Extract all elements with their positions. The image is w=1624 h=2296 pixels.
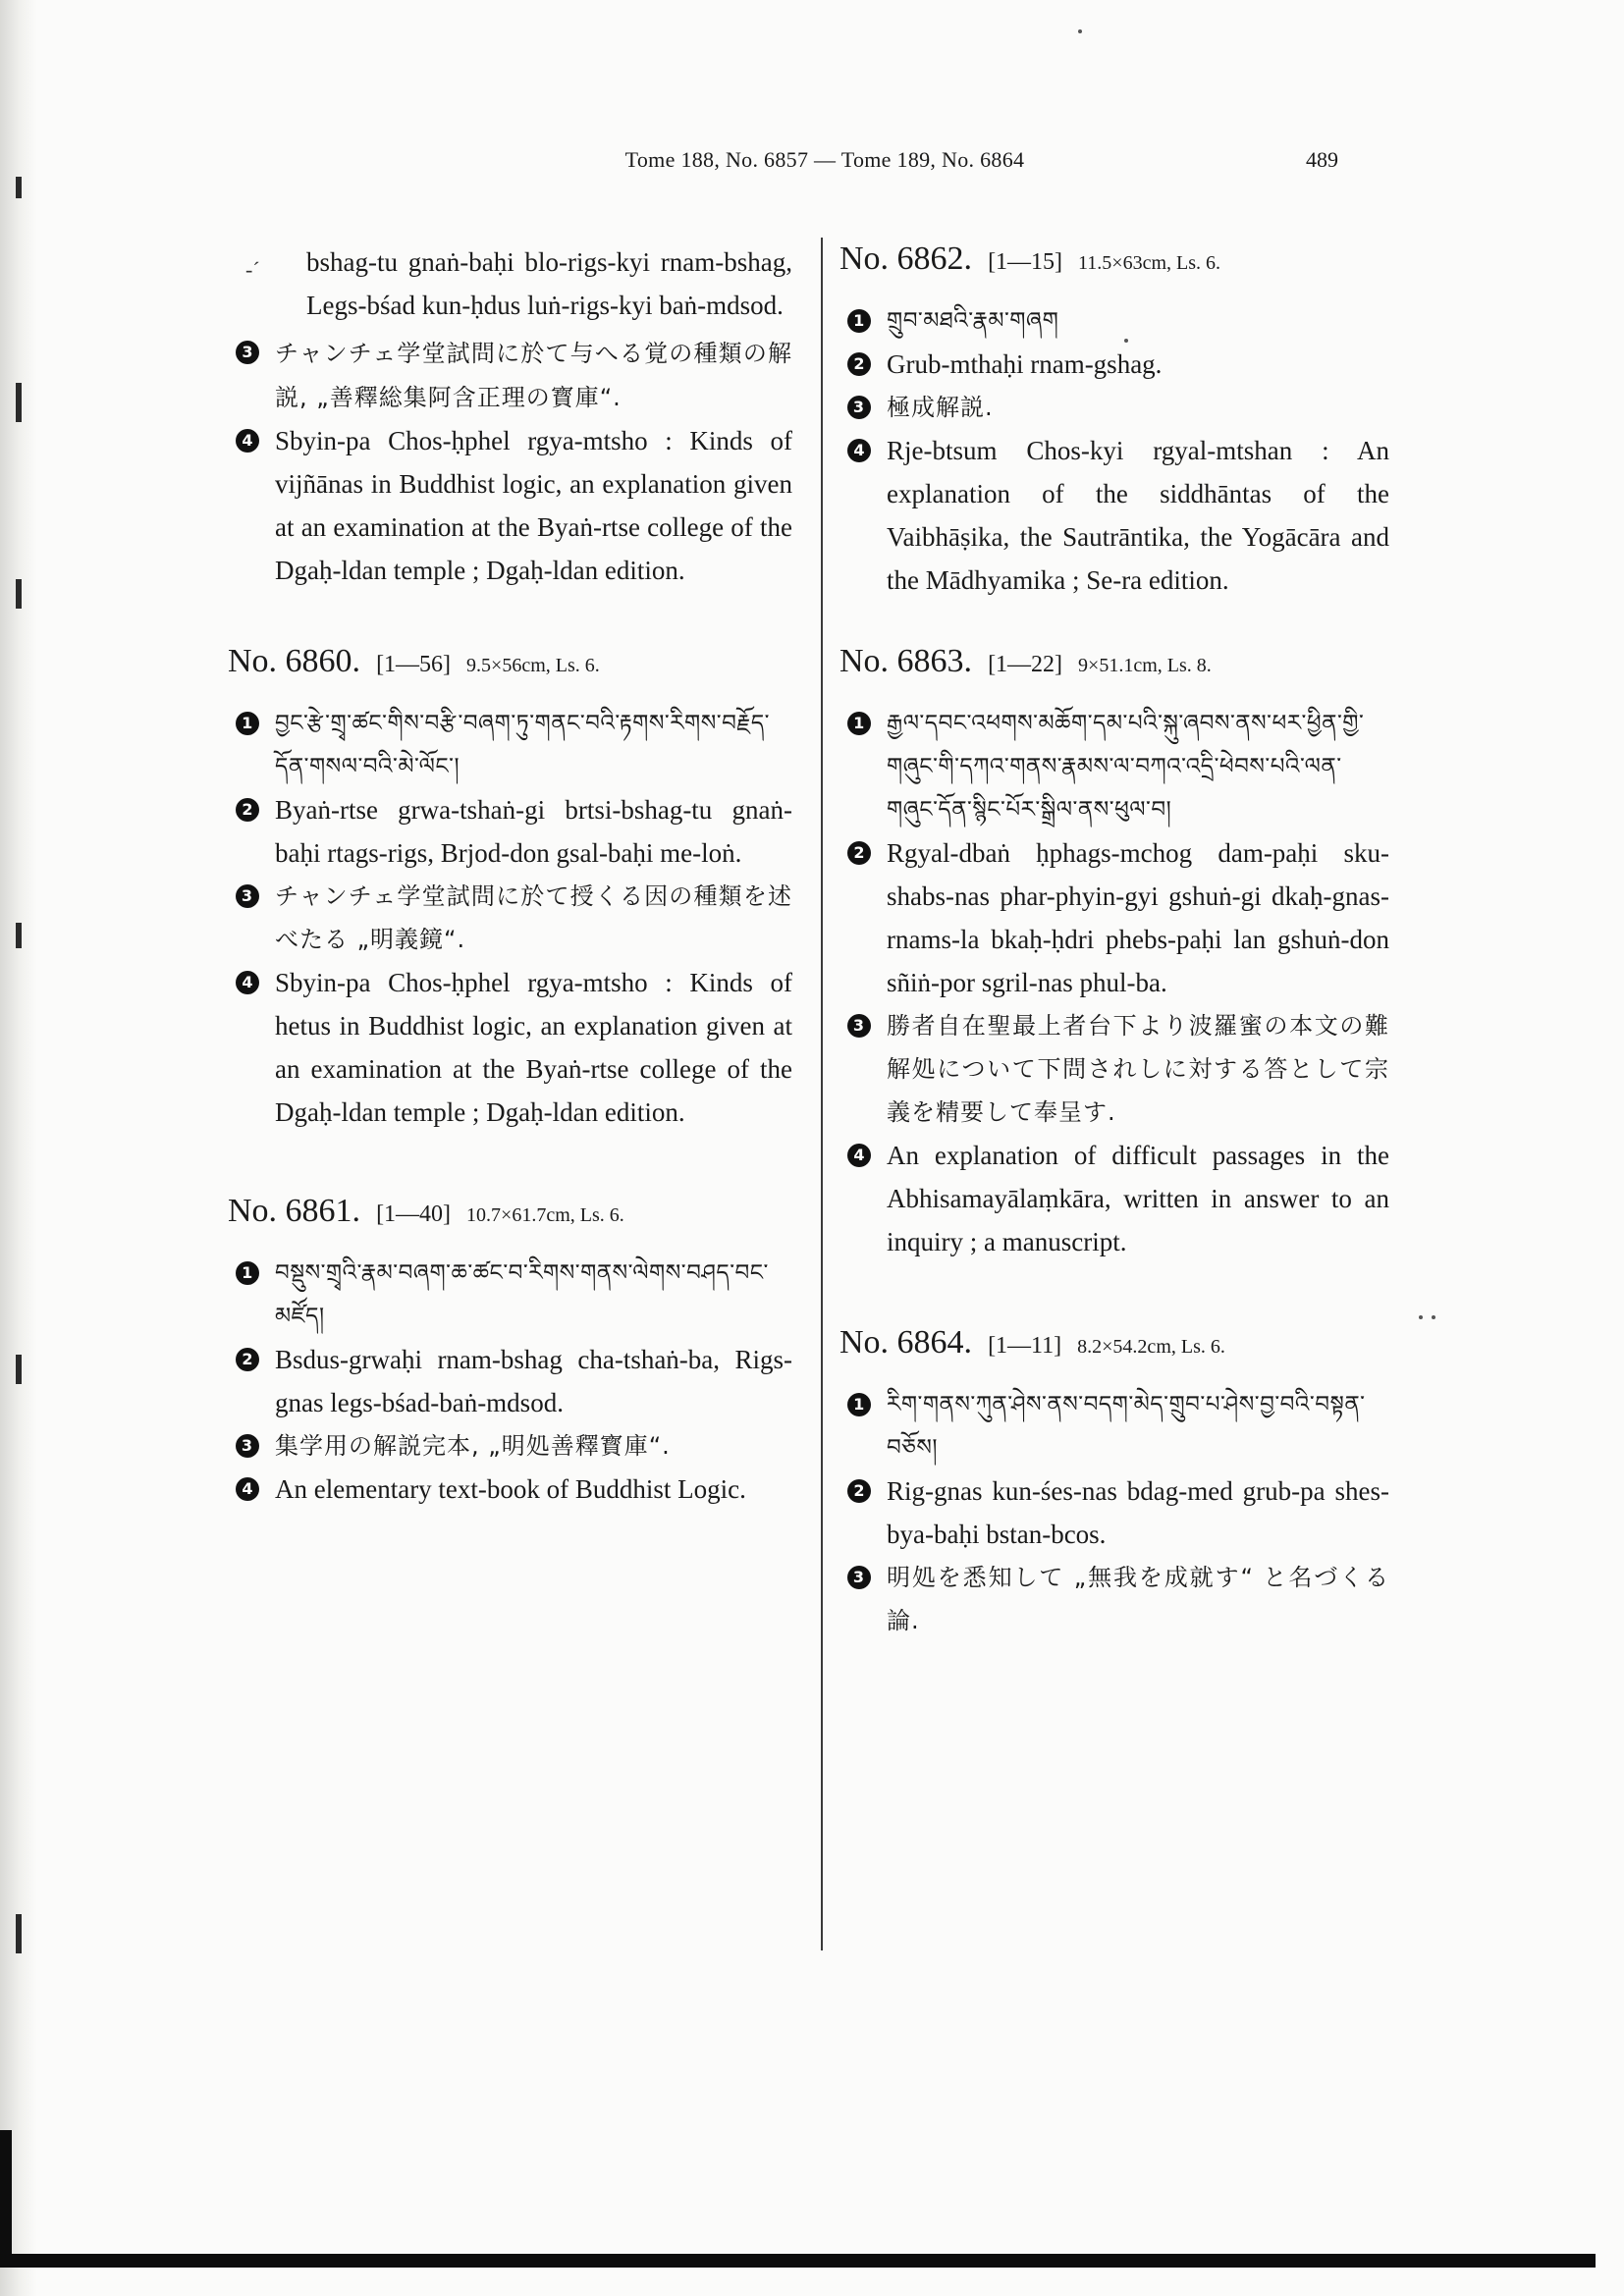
entry-item [839,1134,1389,1263]
entry-number: No. 6863. [839,643,973,679]
circled-number-icon: 2 [847,841,871,865]
circled-number-icon: 3 [236,1434,259,1458]
page-number: 489 [1306,147,1338,172]
entry-heading [228,1193,792,1230]
item-text: Rig-gnas kun-śes-nas bdag-med grub-pa shes-bya-baḥi bstan-bcos. [887,1476,1389,1549]
item-text: チャンチェ学堂試問に於て授くる因の種類を述べたる „明義鏡“. [275,882,792,953]
entry-item [839,702,1389,831]
scan-edge-mark [16,177,22,198]
circled-number-icon: 4 [236,429,259,453]
entry-6864 [839,1324,1389,1642]
circled-number-icon: 1 [847,712,871,735]
circled-number-icon: 3 [847,1566,871,1589]
circled-number-icon: 1 [847,1393,871,1416]
circled-number-icon: 3 [236,341,259,364]
item-text: Sbyin-pa Chos-ḥphel rgya-mtsho : Kinds of vijñānas in Buddhist logic, an explanation given at an examination at the Byaṅ-rtse college of the Dgaḥ-ldan temple ; Dgaḥ-ldan edition. [275,426,792,585]
entry-item [839,299,1389,343]
circled-number-icon: 1 [236,712,259,735]
scan-edge-mark [16,1355,22,1384]
item-text: 極成解説. [887,394,994,421]
circled-number-icon: 3 [236,884,259,908]
circled-number-icon: 1 [236,1261,259,1285]
item-text: བསྡུས་གྲྭའི་རྣམ་བཞག་ཆ་ཚང་བ་རིགས་གནས་ལེགས་བཤད་བང་མཛོད། [275,1260,769,1329]
item-text: རྒྱལ་དབང་འཕགས་མཆོག་དམ་པའི་སྐུ་ཞབས་ནས་ཕར་ཕྱིན་གྱི་གཞུང་གི་དཀའ་གནས་རྣམས་ལ་བཀའ་འདྲི་ཕེབས་པའི་ལན་གཞུང་དོན་སྙིང་པོར་སྒྲིལ་ནས་ཕུལ་བ། [887,711,1365,823]
item-text: Bsdus-grwaḥi rnam-bshag cha-tshaṅ-ba, Rigs-gnas legs-bśad-baṅ-mdsod. [275,1345,792,1417]
continued-item-4 [228,419,792,592]
entry-size: 10.7×61.7cm, Ls. 6. [466,1204,624,1226]
entry-size: 11.5×63cm, Ls. 6. [1078,252,1221,274]
entry-item [228,1252,792,1338]
scan-edge-mark [16,383,22,422]
entry-6863 [839,643,1389,1263]
continued-item-3 [228,331,792,419]
entry-range: [1—40] [376,1201,452,1227]
scan-dot [1078,29,1082,33]
entry-heading [839,1324,1389,1362]
item-text: チャンチェ学堂試問に於て与へる覚の種類の解説, „善釋総集阿含正理の寳庫“. [275,340,792,411]
scan-edge-mark [16,579,22,609]
running-head: Tome 188, No. 6857 — Tome 189, No. 6864 [624,147,1025,172]
entry-range: [1—56] [376,652,452,677]
right-column [839,240,1389,1642]
entry-item [839,343,1389,386]
entry-size: 9.5×56cm, Ls. 6. [466,655,600,676]
entry-range: [1—22] [988,652,1063,677]
entry-size: 9×51.1cm, Ls. 8. [1078,655,1212,676]
scan-edge-mark [16,923,22,948]
item-text: Rgyal-dbaṅ ḥphags-mchog dam-paḥi sku-shabs-nas phar-phyin-gyi gshuṅ-gi dkaḥ-gnas-rnams-la bkaḥ-ḥdri phebs-paḥi lan gshuṅ-don sñiṅ-por sgril-nas phul-ba. [887,838,1389,997]
entry-item [228,961,792,1134]
circled-number-icon: 1 [847,309,871,333]
circled-number-icon: 2 [236,798,259,822]
entry-item [839,1004,1389,1134]
scan-dot [1419,1315,1423,1319]
entry-item [839,386,1389,429]
item-text: An explanation of difficult passages in the Abhisamayālaṃkāra, written in answer to an inquiry ; a manuscript. [887,1141,1389,1256]
circled-number-icon: 4 [236,1477,259,1501]
entry-item [228,1468,792,1511]
entry-number: No. 6861. [228,1193,361,1229]
entry-range: [1—11] [988,1333,1062,1359]
entry-6860 [228,643,792,1134]
circled-number-icon: 4 [847,439,871,462]
column-divider [821,238,823,1950]
entry-heading [839,643,1389,680]
scan-dot [1432,1315,1435,1319]
scan-edge-mark [16,1914,22,1953]
margin-mark: -´ [245,257,260,282]
item-text: Byaṅ-rtse grwa-tshaṅ-gi brtsi-bshag-tu gnaṅ-baḥi rtags-rigs, Brjod-don gsal-baḥi me-loṅ. [275,795,792,868]
circled-number-icon: 2 [847,352,871,376]
entry-item [839,1556,1389,1642]
item-text: 明処を悉知して „無我を成就す“ と名づくる論. [887,1564,1389,1634]
entry-item [228,788,792,875]
item-text: 勝者自在聖最上者台下より波羅蜜の本文の難解処について下問されしに対する答として宗義を精要して奉呈す. [887,1012,1389,1126]
circled-number-icon: 4 [236,971,259,994]
circled-number-icon: 3 [847,396,871,419]
item-text: Sbyin-pa Chos-ḥphel rgya-mtsho : Kinds of hetus in Buddhist logic, an explanation given at an examination at the Byaṅ-rtse college of the Dgaḥ-ldan temple ; Dgaḥ-ldan edition. [275,968,792,1127]
circled-number-icon: 2 [236,1348,259,1371]
entry-item [839,831,1389,1004]
entry-item [839,429,1389,602]
entry-number: No. 6864. [839,1324,973,1361]
left-column [228,240,792,1511]
entry-6861 [228,1193,792,1511]
entry-item [228,1424,792,1468]
entry-item [228,875,792,961]
entry-heading [839,240,1389,278]
entry-size: 8.2×54.2cm, Ls. 6. [1077,1336,1225,1358]
entry-item [228,702,792,788]
entry-item [228,1338,792,1424]
circled-number-icon: 4 [847,1144,871,1167]
entry-heading [228,643,792,680]
entry-range: [1—15] [988,249,1063,275]
item-text: Grub-mthaḥi rnam-gshag. [887,349,1163,379]
item-text: An elementary text-book of Buddhist Logic. [275,1474,746,1504]
scan-bottom-corner [0,2130,12,2268]
item-text: རིག་གནས་ཀུན་ཤེས་ནས་བདག་མེད་གྲུབ་པ་ཤེས་བྱ་བའི་བསྟན་བཅོས། [887,1392,1366,1461]
entry-item [839,1383,1389,1469]
item-text: 集学用の解説完本, „明処善釋寳庫“. [275,1432,671,1460]
entry-item [839,1469,1389,1556]
continued-text: bshag-tu gnaṅ-baḥi blo-rigs-kyi rnam-bshag, Legs-bśad kun-ḥdus luṅ-rigs-kyi baṅ-mdsod. [306,247,792,320]
scan-bottom-rule [0,2254,1596,2268]
circled-number-icon: 3 [847,1014,871,1038]
item-text: Rje-btsum Chos-kyi rgyal-mtshan : An explanation of the siddhāntas of the Vaibhāṣika, the Sautrāntika, the Yogācāra and the Mādhyamika ; Se-ra edition. [887,436,1389,595]
item-text: གྲུབ་མཐའི་རྣམ་གཞག [887,308,1059,334]
circled-number-icon: 2 [847,1479,871,1503]
entry-number: No. 6860. [228,643,361,679]
entry-6862 [839,240,1389,602]
item-text: བྱང་རྩེ་གྲྭ་ཚང་གིས་བརྩི་བཞག་ཏུ་གནང་བའི་རྟགས་རིགས་བརྗོད་དོན་གསལ་བའི་མེ་ལོང་། [275,711,771,779]
entry-number: No. 6862. [839,240,973,277]
